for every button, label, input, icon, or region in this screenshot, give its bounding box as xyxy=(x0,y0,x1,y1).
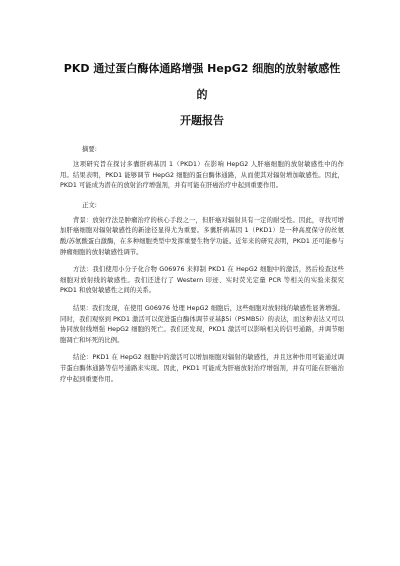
background-paragraph: 背景：放射疗法是肿瘤治疗的核心手段之一，但肝癌对辐射具有一定的耐受性。因此，寻找可增加肝癌细胞对辐射敏感性的新途径显得尤为重要。多囊肝病基因 1（PKD1）是一种高度保守的丝氨酸/苏氨酸蛋白激酶，在多种细胞类型中发挥重要生物学功能。近年来的研究表明，PKD1 还可能参与肿瘤细胞的放射敏感性调节。 xyxy=(60,216,344,256)
abstract-heading: 摘要: xyxy=(82,145,97,153)
title-line-1: PKD 通过蛋白酶体通路增强 HepG2 细胞的放射敏感性的 xyxy=(63,62,341,101)
results-paragraph: 结果：我们发现，在使用 G06976 处理 HepG2 细胞后，这些细胞对放射线的敏感性显著增强。同时，我们观察到 PKD1 激活可以促进蛋白酶体调节亚基β5i（PSMB5i）的表达，而这种表达又可以协同放射线增强 HepG2 细胞的死亡。我们还发现，PKD1 激活可以影响相关的信号通路，并调节细胞凋亡和坏死的比例。 xyxy=(60,304,344,344)
title-line-2: 开题报告 xyxy=(180,114,224,127)
conclusion-paragraph: 结论：PKD1 在 HepG2 细胞中的激活可以增加细胞对辐射的敏感性，并且这种作用可能通过调节蛋白酶体通路等信号通路来实现。因此，PKD1 可能成为肝癌放射治疗增强剂，并有可能在肝癌治疗中起到重要作用。 xyxy=(60,354,344,383)
abstract-paragraph: 这项研究旨在探讨多囊肝病基因 1（PKD1）在影响 HepG2 人肝癌细胞的放射敏感性中的作用。结果表明，PKD1 能够调节 HepG2 细胞的蛋白酶体通路，从而使其对辐射增加敏感性。因此，PKD1 可能成为潜在的放射治疗增强剂，并有可能在肝癌治疗中起到重要作用。 xyxy=(60,161,344,190)
document-title xyxy=(60,56,344,134)
body-heading: 正文: xyxy=(82,200,97,209)
methods-paragraph: 方法：我们使用小分子化合物 G06976 来抑制 PKD1 在 HepG2 细胞中的激活，然后检查这些细胞对放射线的敏感性。我们还进行了 Western 印迹、实时荧光定量 PCR 等相关的实验来探究 PKD1 和放射敏感性之间的关系。 xyxy=(60,266,344,295)
